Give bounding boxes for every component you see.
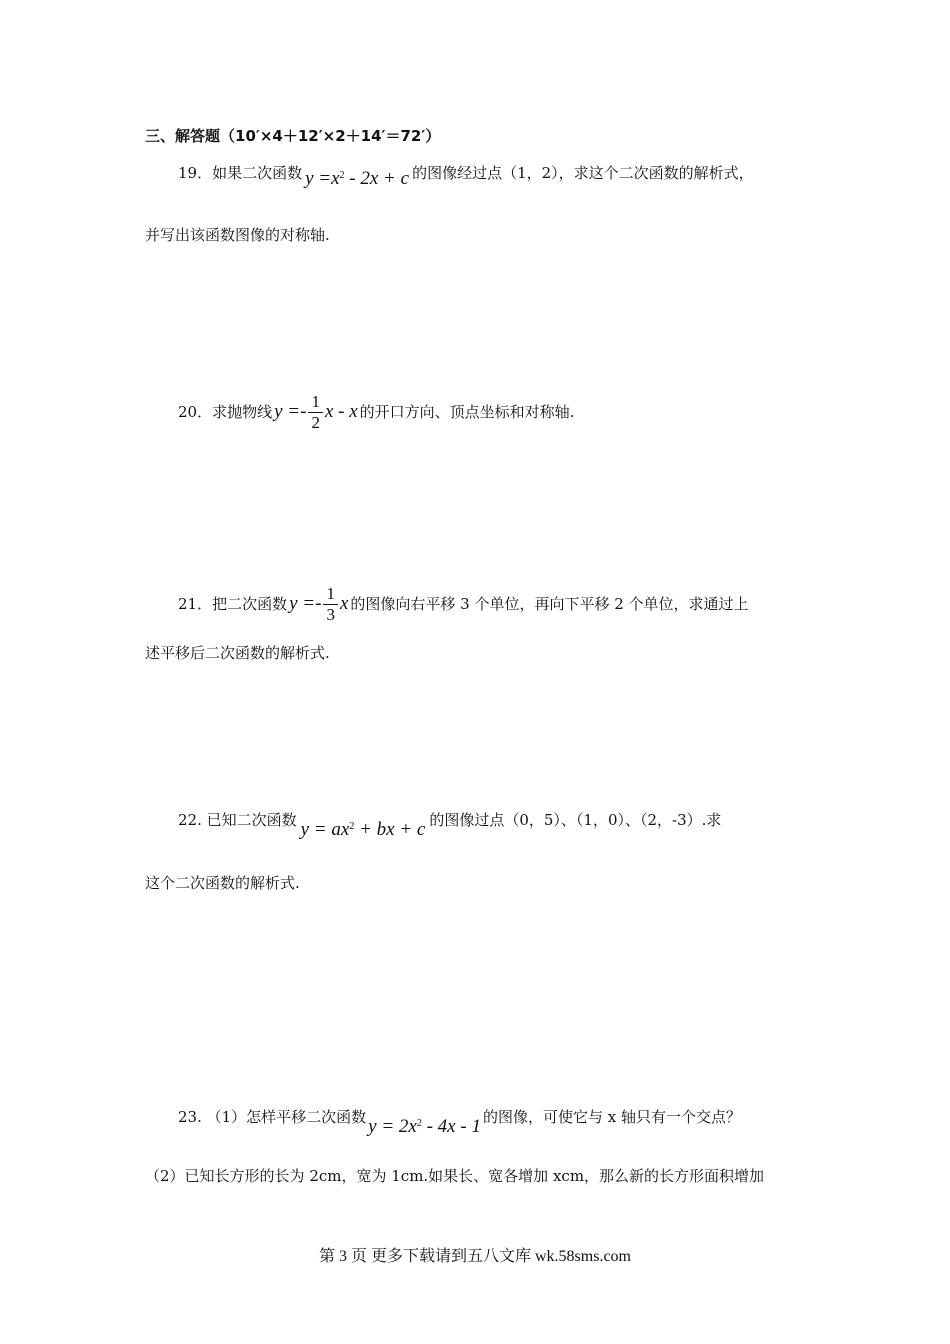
question-23-equation: $y = 2x^2 - 4x - 1$ bbox=[368, 1116, 481, 1137]
question-19-line-2: 并写出该函数图像的对称轴. bbox=[145, 226, 330, 244]
question-23-line-2: （2）已知长方形的长为 2cm，宽为 1cm.如果长、宽各增加 xcm，那么新的长方形面积增加 bbox=[145, 1167, 765, 1185]
question-19-prefix: 19．如果二次函数 bbox=[178, 164, 303, 182]
question-23-prefix: 23. （1）怎样平移二次函数 bbox=[178, 1108, 367, 1126]
question-23-line-1 bbox=[178, 1107, 741, 1137]
question-22-prefix: 22. 已知二次函数 bbox=[178, 811, 297, 829]
question-19-equation: $y =x^2 - 2x + c$ bbox=[305, 168, 410, 189]
question-22-text: 的图像过点（0，5）、（1，0）、（2，-3）.求 bbox=[429, 811, 722, 829]
question-21-equation: y =- $\frac{1}{3}$ x bbox=[289, 584, 349, 625]
question-23-text: 的图像，可使它与 x 轴只有一个交点？ bbox=[482, 1108, 741, 1126]
section-title: 三、解答题（10′×4＋12′×2＋14′＝72′） bbox=[145, 127, 441, 145]
question-19-text: 的图像经过点（1，2），求这个二次函数的解析式， bbox=[412, 164, 754, 182]
question-22-line-2: 这个二次函数的解析式. bbox=[145, 874, 300, 892]
fraction-one-third: $\frac{1}{3}$ bbox=[323, 584, 338, 625]
fraction-one-half: $\frac{1}{2}$ bbox=[308, 392, 323, 433]
question-21-text: 的图像向右平移 3 个单位，再向下平移 2 个单位，求通过上 bbox=[350, 595, 749, 613]
question-22-line-1 bbox=[178, 810, 722, 840]
question-21-line-2: 述平移后二次函数的解析式. bbox=[145, 644, 330, 662]
question-21-prefix: 21．把二次函数 bbox=[178, 595, 288, 613]
question-20-text: 的开口方向、顶点坐标和对称轴. bbox=[359, 403, 575, 421]
question-20-equation: y =- $\frac{1}{2}$ x - x bbox=[274, 392, 358, 433]
question-21-line-1 bbox=[178, 580, 749, 628]
question-20-line-1 bbox=[178, 388, 574, 436]
question-20-prefix: 20．求抛物线 bbox=[178, 403, 273, 421]
page-footer: 第 3 页 更多下载请到五八文库 wk.58sms.com bbox=[318, 1248, 631, 1265]
question-19-line-1 bbox=[178, 163, 754, 189]
question-22-equation: $y = ax^2$ + bx + c bbox=[300, 819, 426, 840]
